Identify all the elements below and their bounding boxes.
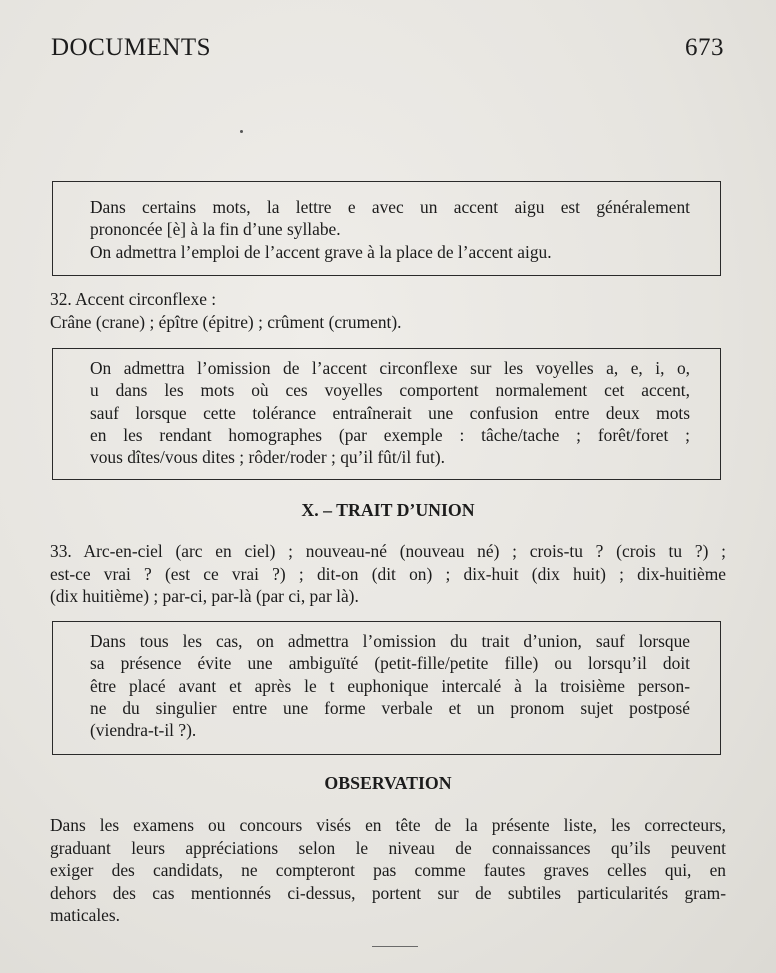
page-number: 673 bbox=[685, 34, 724, 61]
observation-line: graduant leurs appréciations selon le niveau de connaissances qu’ils peuvent bbox=[50, 837, 726, 858]
page-header bbox=[51, 34, 724, 70]
box1-line: Dans certains mots, la lettre e avec un accent aigu est généralement bbox=[90, 197, 690, 217]
box2-line: en les rendant homographes (par exemple : tâche/tache ; forêt/foret ; bbox=[90, 424, 690, 445]
section-32-examples: Crâne (crane) ; épître (épitre) ; crûment (crument). bbox=[50, 311, 402, 332]
box2-line: u dans les mots où ces voyelles comportent normalement cet accent, bbox=[90, 380, 690, 401]
section-heading-trait-union: X. – TRAIT D’UNION bbox=[301, 500, 475, 520]
box2-line: On admettra l’omission de l’accent circonflexe sur les voyelles a, e, i, o, bbox=[90, 358, 690, 378]
box1-line: On admettra l’emploi de l’accent grave à la place de l’accent aigu. bbox=[90, 241, 552, 262]
observation-line: exiger des candidats, ne compteront pas comme fautes graves celles qui, en bbox=[50, 860, 726, 880]
section-33 bbox=[50, 540, 726, 608]
note-box-circonflexe-text bbox=[90, 357, 690, 468]
section-32-title: 32. Accent circonflexe : bbox=[50, 289, 217, 309]
observation-line: Dans les examens ou concours visés en tête de la présente liste, les correcteurs, bbox=[50, 815, 726, 835]
box3-line: être placé avant et après le t euphonique intercalé à la troisième person- bbox=[90, 675, 690, 696]
section-33-line: (dix huitième) ; par-ci, par-là (par ci, par là). bbox=[50, 586, 359, 606]
box3-line: ne du singulier entre une forme verbale et un pronom sujet postposé bbox=[90, 697, 690, 718]
speck-mark bbox=[240, 130, 243, 133]
footer-rule bbox=[372, 946, 418, 947]
section-32 bbox=[50, 288, 726, 333]
section-33-line: 33. Arc-en-ciel (arc en ciel) ; nouveau-né (nouveau né) ; crois-tu ? (crois tu ?) ; bbox=[50, 541, 726, 561]
observation-line: maticales. bbox=[50, 905, 121, 925]
box3-line: Dans tous les cas, on admettra l’omission du trait d’union, sauf lorsque bbox=[90, 631, 690, 651]
box1-line: prononcée [è] à la fin d’une syllabe. bbox=[90, 219, 341, 240]
observation-line: dehors des cas mentionnés ci-dessus, portent sur de subtiles particularités gram- bbox=[50, 882, 726, 903]
box3-line: sa présence évite une ambiguïté (petit-fille/petite fille) ou lorsqu’il doit bbox=[90, 653, 690, 674]
box2-line: sauf lorsque cette tolérance entraînerait une confusion entre deux mots bbox=[90, 402, 690, 423]
running-title: DOCUMENTS bbox=[51, 34, 212, 61]
section-33-line: est-ce vrai ? (est ce vrai ?) ; dit-on (dit on) ; dix-huit (dix huit) ; dix-huitième bbox=[50, 563, 726, 584]
section-heading-observation: OBSERVATION bbox=[324, 773, 452, 793]
observation-paragraph bbox=[50, 814, 726, 927]
box2-line: vous dîtes/vous dites ; rôder/roder ; qu’il fût/il fut). bbox=[90, 447, 446, 468]
note-box-trait-union-text bbox=[90, 630, 690, 741]
note-box-accent-grave-text bbox=[90, 196, 690, 263]
box3-line: (viendra-t-il ?). bbox=[90, 720, 197, 741]
